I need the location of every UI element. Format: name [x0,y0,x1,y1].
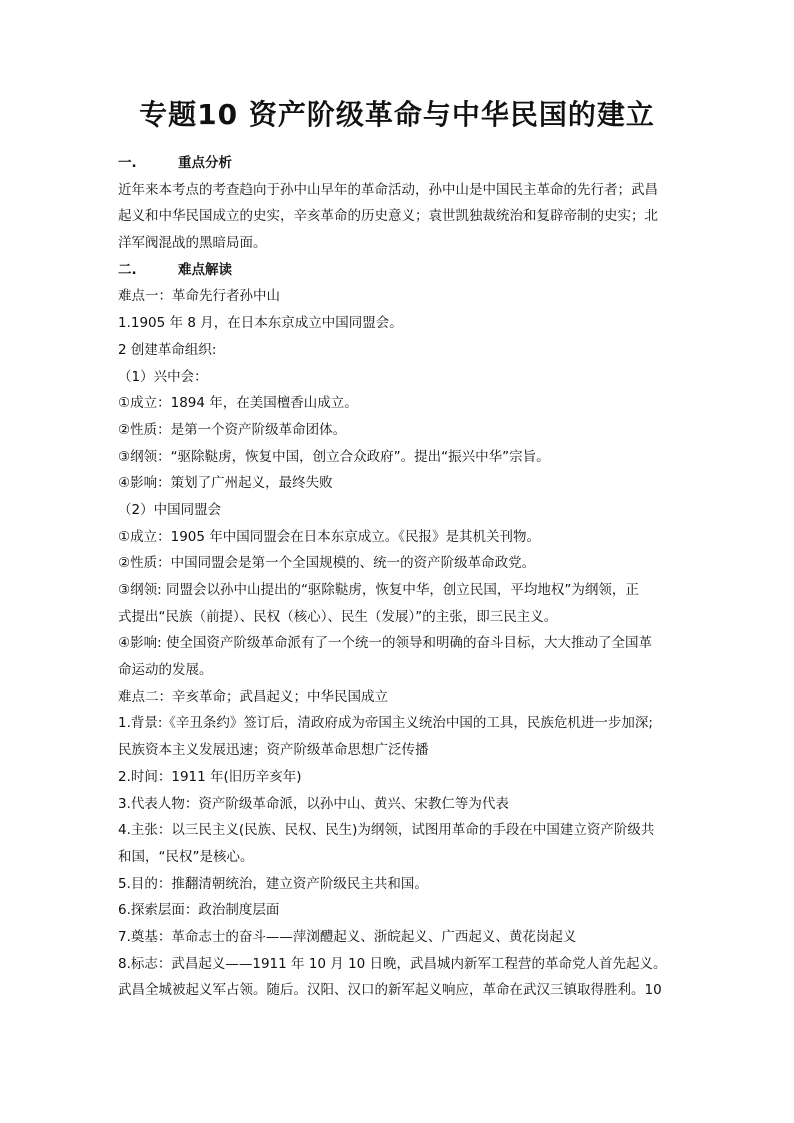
paragraph-line: 武昌全城被起义军占领。随后。汉阳、汉口的新军起义响应，革命在武汉三镇取得胜利。10 [118,982,662,999]
subheading-line: 难点一：革命先行者孙中山 [118,288,280,305]
section-title: 难点解读 [178,261,232,278]
paragraph-line: 6.探索层面：政治制度层面 [118,902,280,919]
page-title: 专题10 资产阶级革命与中华民国的建立 [139,98,655,131]
section-title: 重点分析 [178,155,232,171]
paragraph-line: 2 创建革命组织: [118,341,217,358]
paragraph-line: ④影响: 使全国资产阶级革命派有了一个统一的领导和明确的奋斗目标，大大推动了全国革 [118,635,652,652]
subheading-line: 难点二：辛亥革命；武昌起义；中华民国成立 [118,688,388,705]
section-number: 二. [118,261,137,278]
paragraph-line: 命运动的发展。 [118,662,213,679]
paragraph-line: 8.标志：武昌起义——1911 年 10 月 10 日晚，武昌城内新军工程营的革命党人首先起义。 [118,955,667,972]
paragraph-line: ③纲领: 同盟会以孙中山提出的“驱除鞑虏，恢复中华，创立民国，平均地权”为纲领，正 [118,582,639,598]
paragraph-line: ①成立：1905 年中国同盟会在日本东京成立。《民报》是其机关刊物。 [118,528,540,545]
paragraph-line: 4.主张：以三民主义(民族、民权、民生)为纲领，试图用革命的手段在中国建立资产阶级共 [118,822,655,839]
paragraph-line: （2）中国同盟会 [118,501,222,518]
paragraph-line: 2.时间：1911 年(旧历辛亥年) [118,768,302,785]
paragraph-line: 3.代表人物：资产阶级革命派，以孙中山、黄兴、宋教仁等为代表 [118,795,509,812]
document-body [118,150,678,1004]
paragraph-line: ①成立：1894 年，在美国檀香山成立。 [118,395,358,412]
paragraph-line: 民族资本主义发展迅速；资产阶级革命思想广泛传播 [118,742,429,759]
paragraph-line: 1.1905 年 8 月，在日本东京成立中国同盟会。 [118,315,403,332]
paragraph-line: 和国，“民权”是核心。 [118,848,254,865]
paragraph-line: ③纲领：“驱除鞑虏，恢复中国，创立合众政府”。提出“振兴中华”宗旨。 [118,448,550,465]
paragraph-line: ④影响：策划了广州起义，最终失败 [118,475,333,492]
paragraph-line: 起义和中华民国成立的史实，辛亥革命的历史意义；袁世凯独裁统治和复辟帝制的史实；北 [118,208,658,225]
section-heading-key-analysis [118,150,678,177]
paragraph-line: ②性质：是第一个资产阶级革命团体。 [118,421,347,438]
paragraph-line: （1）兴中会： [118,368,208,385]
paragraph-line: 5.目的：推翻清朝统治，建立资产阶级民主共和国。 [118,875,428,892]
paragraph-line: 7.奠基：革命志士的奋斗——萍浏醴起义、浙皖起义、广西起义、黄花岗起义 [118,928,577,945]
paragraph-line: 1.背景:《辛丑条约》签订后，清政府成为帝国主义统治中国的工具，民族危机进一步加深; [118,715,653,732]
section-number: 一. [118,155,137,171]
section-heading-difficulty-reading [118,257,678,284]
paragraph-line: 近年来本考点的考查趋向于孙中山早年的革命活动，孙中山是中国民主革命的先行者；武昌 [118,181,658,198]
paragraph-line: 洋军阀混战的黑暗局面。 [118,235,267,252]
paragraph-line: 式提出“民族（前提）、民权（核心）、民生（发展）”的主张，即三民主义。 [118,608,558,625]
paragraph-line: ②性质：中国同盟会是第一个全国规模的、统一的资产阶级革命政党。 [118,555,536,572]
